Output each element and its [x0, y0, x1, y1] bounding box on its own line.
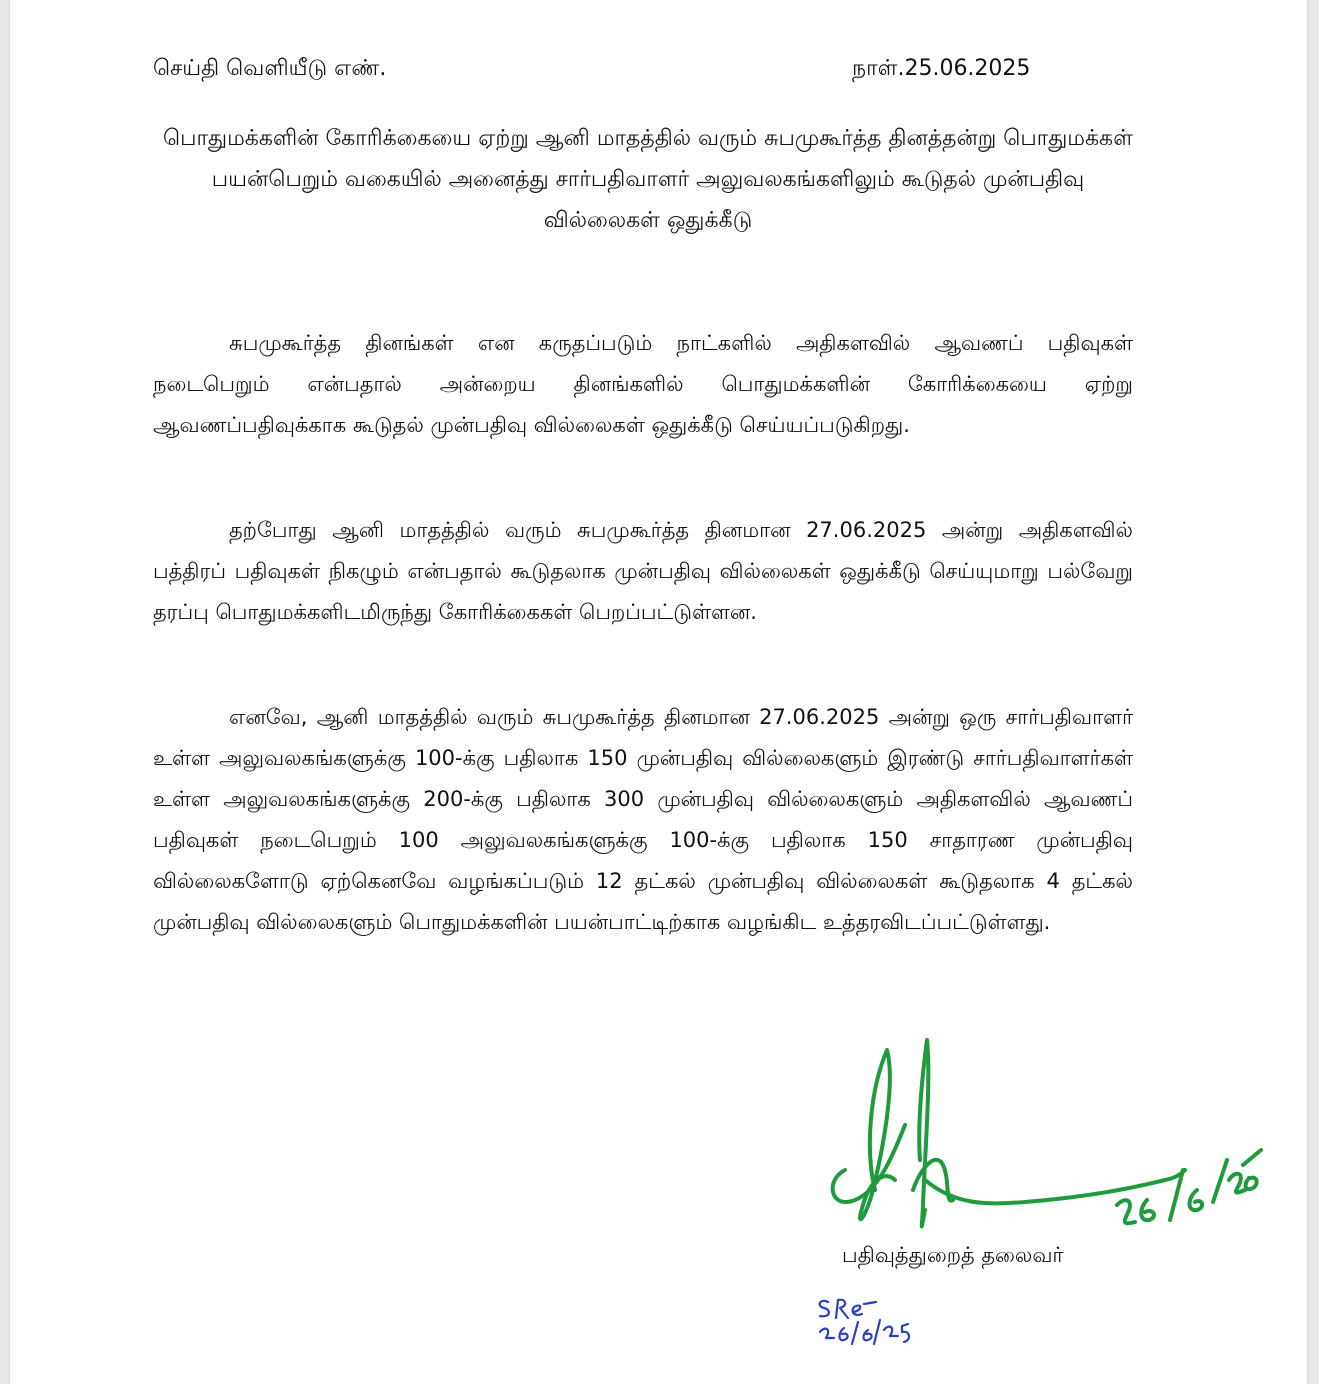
handwritten-initials [810, 1290, 920, 1360]
signatory-designation: பதிவுத்துறைத் தலைவர் [842, 1243, 1064, 1267]
paragraph-3: எனவே, ஆனி மாதத்தில் வரும் சுபமுகூர்த்த தினமான 27.06.2025 அன்று ஒரு சார்பதிவாளர் உள்ள அலுவலகங்களுக்கு 100-க்கு பதிலாக 150 முன்பதிவு வில்லைகளும் இரண்டு சார்பதிவாளர்கள் உள்ள அலுவலகங்களுக்கு 200-க்கு பதிலாக 300 முன்பதிவு வில்லைகளும் அதிகளவில் ஆவணப் பதிவுகள் நடைபெறும் 100 அலுவலகங்களுக்கு 100-க்கு பதிலாக 150 சாதாரண முன்பதிவு வில்லைகளோடு ஏற்கெனவே வழங்கப்படும் 12 தட்கல் முன்பதிவு வில்லைகள் கூடுதலாக 4 தட்கல் முன்பதிவு வில்லைகளும் பொதுமக்களின் பயன்பாட்டிற்காக வழங்கிட உத்தரவிடப்பட்டுள்ளது. [153, 705, 1133, 934]
handwritten-signature [825, 1030, 1265, 1245]
document-page [10, 0, 1307, 1384]
paragraph-2: தற்போது ஆனி மாதத்தில் வரும் சுபமுகூர்த்த தினமான 27.06.2025 அன்று அதிகளவில் பத்திரப் பதிவுகள் நிகழும் என்பதால் கூடுதலாக முன்பதிவு வில்லைகள் ஒதுக்கீடு செய்யுமாறு பல்வேறு தரப்பு பொதுமக்களிடமிருந்து கோரிக்கைகள் பெறப்பட்டுள்ளன. [153, 518, 1133, 624]
document-title: பொதுமக்களின் கோரிக்கையை ஏற்று ஆனி மாதத்தில் வரும் சுபமுகூர்த்த தினத்தன்று பொதுமக்கள் பயன்பெறும் வகையில் அனைத்து சார்பதிவாளர் அலுவலகங்களிலும் கூடுதல் முன்பதிவு வில்லைகள் ஒதுக்கீடு [163, 126, 1133, 233]
release-date: நாள்.25.06.2025 [852, 56, 1031, 81]
press-release-number: செய்தி வெளியீடு எண். [153, 56, 387, 81]
paragraph-1: சுபமுகூர்த்த தினங்கள் என கருதப்படும் நாட்களில் அதிகளவில் ஆவணப் பதிவுகள் நடைபெறும் என்பதால் அன்றைய தினங்களில் பொதுமக்களின் கோரிக்கையை ஏற்று ஆவணப்பதிவுக்காக கூடுதல் முன்பதிவு வில்லைகள் ஒதுக்கீடு செய்யப்படுகிறது. [153, 331, 1133, 437]
